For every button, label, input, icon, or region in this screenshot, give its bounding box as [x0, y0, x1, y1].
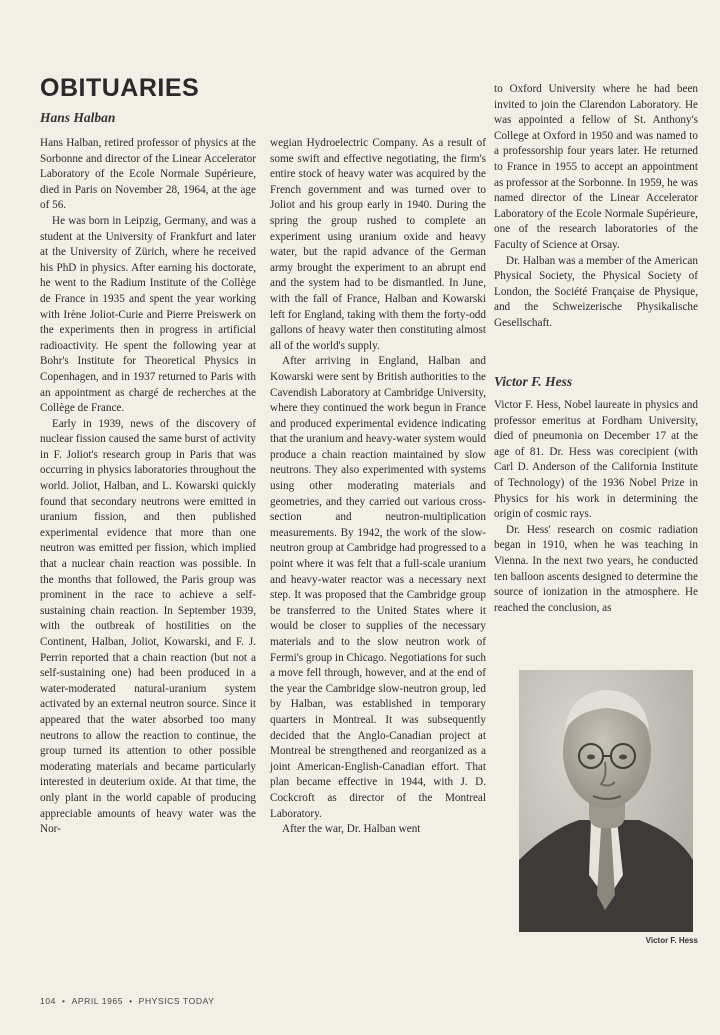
photo-caption: Victor F. Hess [645, 936, 698, 945]
column-2 [270, 136, 486, 838]
halban-paragraph-1: Hans Halban, retired professor of physics at the Sorbonne and director of the Linear Accelerator Laboratory of the Ecole Normale Supérieure, died in Paris on November 28, 1964, at the age of 56. [40, 137, 256, 212]
footer-bullet: • [129, 996, 133, 1006]
page-number: 104 [40, 996, 56, 1006]
portrait-illustration [519, 670, 693, 932]
halban-paragraph-5: After arriving in England, Halban and Kowarski were sent by British authorities to the Cavendish Laboratory at Cambridge University, where they continued the work begun in France and produced experimental evidence indicating that the uranium and heavy-water system would produce a chain reaction maintained by slow neutrons. They also experimented with systems using other moderating materials and geometries, and they carried out various cross-section and neutron-multiplication measurements. By 1942, the work of the slow-neutron group at Cambridge had progressed to a point where it was felt that a full-scale uranium and heavy-water reactor was a necessary next step. It was proposed that the Cambridge group be transferred to the United States where it would be closer to supplies of the necessary materials and to the slow neutron work of Fermi's group in Chicago. Negotiations for such a move fell through, however, and at the end of the year the Cambridge slow-neutron group, led by Halban, was established in temporary quarters in Montreal. It was subsequently decided that the Anglo-Canadian project at Montreal be strengthened and reorganized as a joint American-English-Canadian effort. That plan became effective in 1944, with J. D. Cockcroft as director of the Montreal Laboratory. [270, 355, 486, 820]
obituary-heading-halban: Hans Halban [40, 110, 116, 125]
column-3-top [494, 82, 698, 332]
halban-paragraph-3: Early in 1939, news of the discovery of nuclear fission caused the same burst of activity in F. Joliot's research group in Paris that was occurring in physics laboratories throughout the world. Joliot, Halban, and L. Kowarski quickly found that secondary neutrons were emitted in uranium fission, and then published experimental evidence that more than one neutron was emitted per fission, which implied that a nuclear chain reaction was possible. In the months that followed, the Paris group was prominent in the race to achieve a self-sustaining chain reaction. In September 1939, with the outbreak of hostilities on the Continent, Halban, Joliot, Kowarski, and F. J. Perrin reported that a chain reaction (but not a self-sustaining one) had been produced in a water-moderated natural-uranium system activated by an external neutron source. Since it appeared that the water absorbed too many neutrons to allow the reaction to continue, the group turned its attention to other possible moderating materials and became particularly interested in deuterium oxide. At that time, the only plant in the world capable of producing appreciable amounts of heavy water was the Nor- [40, 417, 256, 836]
column-1 [40, 136, 256, 838]
magazine-name: PHYSICS TODAY [138, 996, 215, 1006]
halban-paragraph-6: After the war, Dr. Halban went [282, 823, 421, 836]
obituary-heading-hess: Victor F. Hess [494, 374, 573, 389]
halban-paragraph-2: He was born in Leipzig, Germany, and was a student at the University of Frankfurt and later at the University of Zürich, where he received his PhD in physics. After earning his doctorate, he went to the Radium Institute of the Collège de France in 1935 and spent the year working with Irène Joliot-Curie and Pierre Preiswerk on the experiments then in progress in artificial radioactivity. He spent the following year at Bohr's Institute for Theoretical Physics in Copenhagen, and in 1937 returned to Paris with an appointment as chargé de recherches at the Collège de France. [40, 214, 256, 415]
halban-paragraph-4: wegian Hydroelectric Company. As a result of some swift and effective negotiating, the firm's entire stock of heavy water was acquired by the French government and was turned over to Joliot and his group early in 1940. During the spring the group rushed to complete an experiment using uranium oxide and heavy water, but the rapid advance of the German army brought the experiment to an abrupt end and the system had to be dismantled. In June, with the fall of France, Halban and Kowarski left for England, taking with them the forty-odd gallons of heavy water then constituting almost all of the world's supply. [270, 137, 486, 352]
footer-bullet: • [61, 996, 66, 1006]
section-title: OBITUARIES [40, 74, 200, 102]
hess-paragraph-2: Dr. Hess' research on cosmic radiation began in 1910, when he was teaching in Vienna. In the next two years, he conducted ten balloon ascents designed to determine the source of ionization in the atmosphere. He reached the conclusion, as [494, 523, 698, 614]
issue-date: APRIL 1965 [71, 996, 124, 1006]
page-footer [40, 996, 215, 1006]
halban-paragraph-7: to Oxford University where he had been invited to join the Clarendon Laboratory. He was appointed a fellow of St. Anthony's College at Oxford in 1950 and was named to a professorship four years later. He returned to France in 1955 to accept an appointment as professor at the Sorbonne. In 1959, he was named director of the Linear Accelerator Laboratory of the Ecole Normale Supérieure, one of the research laboratories of the Faculty of Science at Orsay. [494, 83, 698, 251]
column-3-bottom [494, 398, 698, 616]
hess-paragraph-1: Victor F. Hess, Nobel laureate in physics and professor emeritus at Fordham University, died of pneumonia on December 17 at the age of 81. Dr. Hess was corecipient (with Carl D. Anderson of the California Institute of Technology) of the 1936 Nobel Prize in Physics for his work in determining the origin of cosmic rays. [494, 399, 698, 521]
halban-paragraph-8: Dr. Halban was a member of the American Physical Society, the Physical Society of London, the Société Française de Physique, and the Schweizerische Physikalische Gesellschaft. [494, 254, 698, 329]
portrait-photo [519, 670, 693, 932]
